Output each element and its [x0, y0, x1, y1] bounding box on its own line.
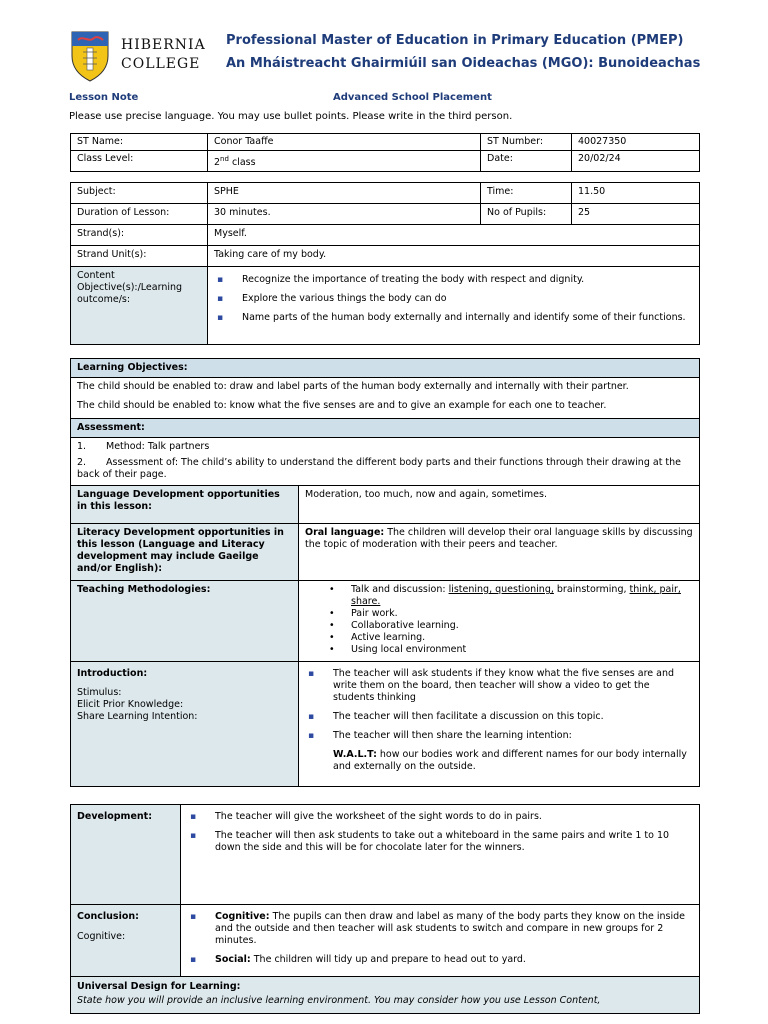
table-row: [71, 977, 700, 1014]
table-row: [71, 419, 700, 438]
list-item: • Active learning.: [305, 632, 693, 644]
conclusion-sub-label: Cognitive:: [77, 931, 126, 942]
logo-line-1: HIBERNIA: [121, 37, 206, 53]
literacy-bold: Oral language:: [305, 527, 385, 538]
assessment-item-2: [77, 457, 693, 481]
class-level-num: 2: [214, 157, 221, 169]
duration-label: Duration of Lesson:: [71, 204, 208, 225]
table-row: [71, 581, 700, 662]
list-item: ▪ The teacher will give the worksheet of the sight words to do in pairs.: [187, 811, 693, 823]
intro-prior-knowledge: Elicit Prior Knowledge:: [77, 699, 184, 710]
list-item: ▪ Name parts of the human body externally and internally and identify some of their functions.: [214, 312, 693, 324]
st-number-value: 40027350: [572, 134, 700, 151]
lesson-note-label: Lesson Note: [69, 92, 139, 103]
strand-unit-label: Strand Unit(s):: [71, 246, 208, 267]
list-item: ▪ The teacher will then ask students to take out a whiteboard in the same pairs and write 1 to 10 down the side and this will be for chocolate later for the winners.: [187, 830, 693, 854]
pupils-value: 25: [572, 204, 700, 225]
table-row: [71, 662, 700, 787]
table-row: [71, 905, 700, 977]
class-level-label: Class Level:: [71, 151, 208, 172]
table-row: [71, 359, 700, 378]
class-level-sup: nd: [220, 155, 229, 163]
language-development-label: Language Development opportunities in this lesson:: [71, 486, 299, 524]
assessment-num-2: 2.: [77, 457, 87, 468]
table-row: [71, 378, 700, 419]
content-objective-label: Content Objective(s):/Learning outcome/s:: [71, 267, 208, 345]
lesson-info-table: [70, 182, 700, 345]
development-value: [181, 805, 700, 905]
time-value: 11.50: [572, 183, 700, 204]
date-label: Date:: [481, 151, 572, 172]
content-objective-value: [208, 267, 700, 345]
udl-cell: [71, 977, 700, 1014]
conclusion-value: [181, 905, 700, 977]
introduction-label: Introduction:: [77, 668, 148, 679]
table-row: [71, 486, 700, 524]
assessment-body: [71, 438, 700, 486]
strand-label: Strand(s):: [71, 225, 208, 246]
learning-objectives-body: [71, 378, 700, 419]
college-wordmark: [121, 36, 206, 74]
placement-label: Advanced School Placement: [333, 92, 492, 103]
lesson-plan-table: [70, 358, 700, 787]
date-value: 20/02/24: [572, 151, 700, 172]
st-number-label: ST Number:: [481, 134, 572, 151]
intro-stimulus: Stimulus:: [77, 687, 122, 698]
document-title-english: Professional Master of Education in Primary Education (PMEP): [226, 33, 684, 48]
list-item: • Collaborative learning.: [305, 620, 693, 632]
table-row: [71, 246, 700, 267]
objective-2: The child should be enabled to: know what the five senses are and to give an example for each one to teacher.: [77, 400, 607, 411]
lesson-body-table: [70, 804, 700, 1014]
conclusion-cognitive-text: The pupils can then draw and label as many of the body parts they know on the inside and the outside and then teacher will ask students to switch and compare in new groups for 2 minutes.: [215, 911, 685, 946]
subject-value: SPHE: [208, 183, 481, 204]
logo-line-2: COLLEGE: [121, 56, 201, 72]
table-row: [71, 134, 700, 151]
duration-value: 30 minutes.: [208, 204, 481, 225]
conclusion-social-text: The children will tidy up and prepare to head out to yard.: [250, 954, 526, 965]
assessment-item-1: [77, 441, 693, 453]
introduction-list: [305, 668, 693, 742]
list-item: ▪ Explore the various things the body can do: [214, 293, 693, 305]
development-list: [187, 811, 693, 854]
table-row: [71, 438, 700, 486]
method-first-u1: listening, questioning,: [448, 584, 554, 595]
learning-objectives-header: Learning Objectives:: [71, 359, 700, 378]
list-item: ▪ The teacher will then share the learning intention:: [305, 730, 693, 742]
conclusion-cognitive-bold: Cognitive:: [215, 911, 270, 922]
list-item: • Pair work.: [305, 608, 693, 620]
table-row: [71, 204, 700, 225]
methodologies-list: [305, 584, 693, 656]
table-row: [71, 225, 700, 246]
document-title-irish: An Mháistreacht Ghairmiúil san Oideachas (MGO): Bunoideachas: [226, 56, 701, 71]
time-label: Time:: [481, 183, 572, 204]
assessment-text-1: Method: Talk partners: [106, 441, 210, 452]
literacy-development-label: Literacy Development opportunities in this lesson (Language and Literacy development may include Gaeilge and/or English):: [71, 524, 299, 581]
objective-1: The child should be enabled to: draw and label parts of the human body externally and internally with their partner.: [77, 381, 629, 392]
hibernia-crest-icon: [70, 30, 110, 82]
list-item: [305, 584, 693, 608]
table-row: [71, 183, 700, 204]
method-first-pre: Talk and discussion:: [351, 584, 449, 595]
literacy-development-value: [299, 524, 700, 581]
literacy-text: The children will develop their oral language skills by discussing the topic of moderation with their peers and teacher.: [305, 527, 693, 550]
method-first-u2: think, pair, share.: [351, 584, 681, 607]
list-item: [187, 954, 693, 966]
conclusion-list: [187, 911, 693, 966]
st-name-value: Conor Taaffe: [208, 134, 481, 151]
list-item: ▪ The teacher will ask students if they know what the five senses are and write them on the board, then teacher will show a video to get the students thinking: [305, 668, 693, 704]
conclusion-social-bold: Social:: [215, 954, 251, 965]
conclusion-label: Conclusion:: [77, 911, 139, 922]
walt-bold: W.A.L.T:: [333, 749, 377, 760]
walt-body: how our bodies work and different names for our body internally and externally on the outside.: [333, 749, 687, 772]
udl-header: Universal Design for Learning:: [77, 981, 241, 992]
teaching-methodologies-label: Teaching Methodologies:: [71, 581, 299, 662]
development-label: Development:: [71, 805, 181, 905]
st-name-label: ST Name:: [71, 134, 208, 151]
list-item: ▪ Recognize the importance of treating the body with respect and dignity.: [214, 274, 693, 286]
udl-text: State how you will provide an inclusive learning environment. You may consider how you use Lesson Content,: [77, 995, 601, 1006]
table-row: [71, 151, 700, 172]
content-objective-list: [214, 274, 693, 324]
list-item: ▪ The teacher will then facilitate a discussion on this topic.: [305, 711, 693, 723]
table-row: [71, 805, 700, 905]
assessment-text-2: Assessment of: The child’s ability to understand the different body parts and their functions through their drawing at the back of their page.: [77, 457, 682, 480]
walt-text: [305, 749, 693, 773]
method-first-mid: brainstorming,: [553, 584, 630, 595]
assessment-num-1: 1.: [77, 441, 87, 452]
student-info-table: [70, 133, 700, 172]
conclusion-label-cell: [71, 905, 181, 977]
pupils-label: No of Pupils:: [481, 204, 572, 225]
list-item: [187, 911, 693, 947]
table-row: [71, 267, 700, 345]
subject-label: Subject:: [71, 183, 208, 204]
instruction-text: Please use precise language. You may use bullet points. Please write in the third person.: [69, 111, 513, 122]
assessment-header: Assessment:: [71, 419, 700, 438]
class-level-rest: class: [228, 157, 256, 169]
strand-value: Myself.: [208, 225, 700, 246]
strand-unit-value: Taking care of my body.: [208, 246, 700, 267]
table-row: [71, 524, 700, 581]
class-level-value: [208, 151, 481, 172]
introduction-label-cell: [71, 662, 299, 787]
list-item: • Using local environment: [305, 644, 693, 656]
language-development-value: Moderation, too much, now and again, sometimes.: [299, 486, 700, 524]
introduction-value: [299, 662, 700, 787]
intro-learning-intention: Share Learning Intention:: [77, 711, 198, 722]
teaching-methodologies-value: [299, 581, 700, 662]
